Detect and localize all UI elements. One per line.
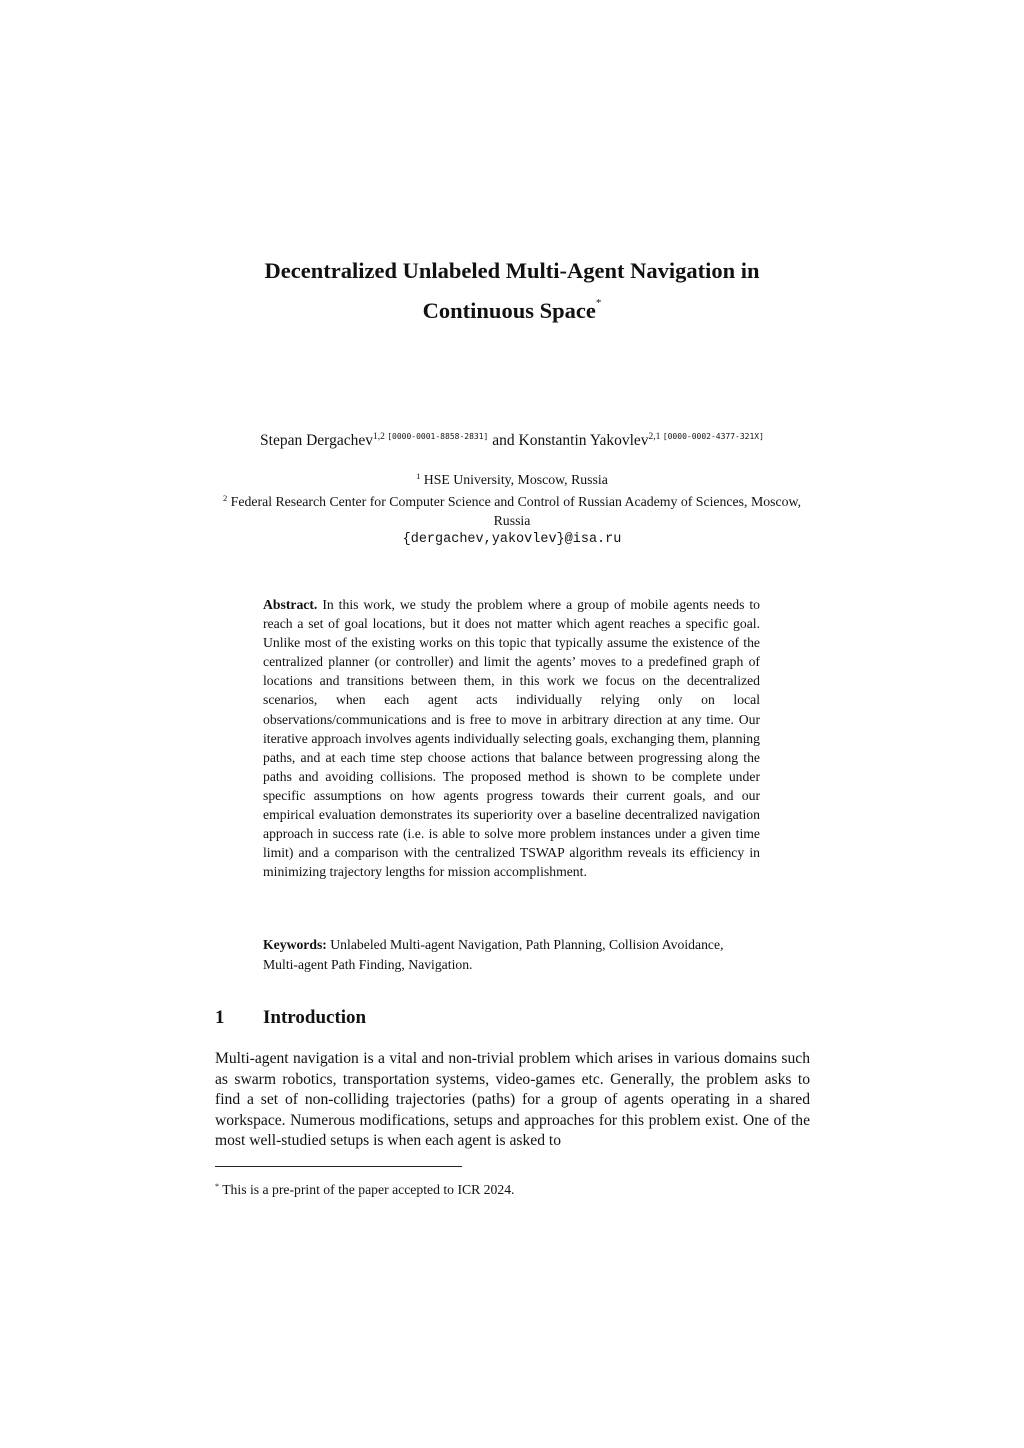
abstract: [263, 595, 760, 881]
author-conjunction: and: [488, 432, 519, 449]
affiliation-1: [210, 467, 814, 489]
affiliations: [210, 467, 814, 549]
paper-title: [0, 255, 1024, 327]
footnote-text: This is a pre-print of the paper accepted to ICR 2024.: [222, 1182, 515, 1197]
keywords: [263, 935, 760, 975]
footnote-mark: *: [215, 1182, 219, 1191]
affiliation-2-mark: 2: [222, 493, 228, 503]
affiliation-1-text: HSE University, Moscow, Russia: [423, 472, 608, 487]
title-footnote-mark: *: [595, 297, 602, 309]
footnote: [215, 1178, 810, 1199]
section-title: Introduction: [263, 1007, 367, 1028]
author-list: [0, 427, 1024, 451]
author-2-sup: 2,1: [648, 432, 661, 442]
title-line-1: Decentralized Unlabeled Multi-Agent Navigation in: [264, 258, 760, 283]
footnote-divider: [215, 1166, 462, 1167]
author-1-orcid: [0000-0001-8858-2831]: [387, 432, 489, 441]
author-2-affil-marks: [649, 432, 764, 442]
section-number: 1: [215, 1007, 225, 1028]
affiliation-1-mark: 1: [416, 471, 421, 481]
abstract-label: Abstract.: [263, 597, 318, 612]
author-2-orcid: [0000-0002-4377-321X]: [662, 432, 764, 441]
title-line-2: [0, 287, 1024, 327]
affiliation-2-text: Federal Research Center for Computer Science and Control of Russian Academy of Sciences, Moscow, Russia: [230, 494, 802, 528]
keywords-label: Keywords:: [263, 937, 327, 952]
keywords-text: Unlabeled Multi-agent Navigation, Path Planning, Collision Avoidance, Multi-agent Path Finding, Navigation.: [263, 937, 724, 972]
author-1-name: Stepan Dergachev: [260, 432, 373, 449]
author-1-affil-marks: [373, 432, 488, 442]
author-1-sup: 1,2: [372, 432, 385, 442]
affiliation-2: [210, 489, 814, 530]
title-line-2-text: Continuous Space: [422, 298, 596, 323]
introduction-paragraph: Multi-agent navigation is a vital and non-trivial problem which arises in various domains such as swarm robotics, transportation systems, video-games etc. Generally, the problem asks to find a set of non-colliding trajectories (paths) for a group of agents operating in a shared workspace. Numerous modifications, setups and approaches for this problem exist. One of the most well-studied setups is when each agent is asked to: [215, 1050, 810, 1149]
contact-email[interactable]: {dergachev,yakovlev}@isa.ru: [402, 532, 622, 547]
abstract-text: In this work, we study the problem where a group of mobile agents needs to reach a set of goal locations, but it does not matter which agent reaches a specific goal. Unlike most of the existing works on this topic that typically assume the existence of the centralized planner (or controller) and limit the agents’ moves to a predefined graph of locations and transitions between them, in this work we focus on the decentralized scenarios, when each agent acts individually relying only on local observations/communications and is free to move in arbitrary direction at any time. Our iterative approach involves agents individually selecting goals, exchanging them, planning paths, and at each time step choose actions that balance between progressing along the paths and avoiding collisions. The proposed method is shown to be complete under specific assumptions on how agents progress towards their current goals, and our empirical evaluation demonstrates its superiority over a baseline decentralized navigation approach in success rate (i.e. is able to solve more problem instances under a given time limit) and a comparison with the centralized TSWAP algorithm reveals its efficiency in minimizing trajectory lengths for mission accomplishment.: [263, 597, 761, 880]
author-2-name: Konstantin Yakovlev: [518, 432, 649, 449]
section-heading: [215, 1005, 366, 1031]
